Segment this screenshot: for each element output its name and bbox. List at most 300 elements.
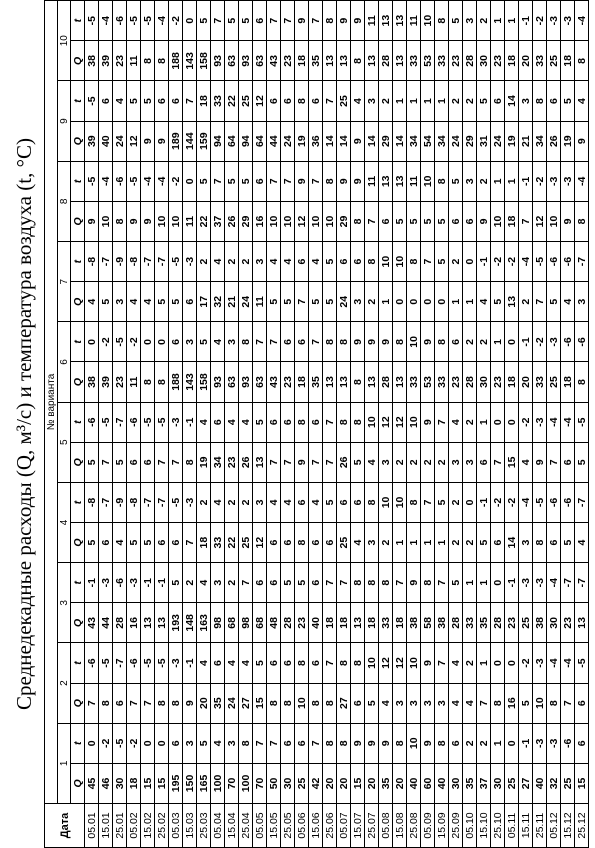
q-value-cell: 6 (463, 201, 477, 241)
t-value-cell: 9 (351, 723, 365, 763)
table-header (45, 1, 85, 848)
q-value-cell: 7 (141, 683, 155, 723)
q-value-cell: 6 (561, 442, 575, 482)
q-value-cell: 28 (113, 603, 127, 643)
q-value-cell: 29 (239, 201, 253, 241)
t-value-cell: 7 (323, 402, 337, 442)
t-value-cell: -4 (99, 1, 113, 41)
table-row (351, 1, 365, 848)
q-value-cell: 39 (99, 362, 113, 402)
q-value-cell: 3 (393, 683, 407, 723)
q-value-cell: 43 (267, 362, 281, 402)
date-cell: 05.07 (337, 804, 351, 848)
q-value-cell: 13 (351, 603, 365, 643)
date-cell: 25.09 (449, 804, 463, 848)
t-value-cell: 3 (183, 723, 197, 763)
t-column-label: t (71, 643, 85, 683)
t-value-cell: 9 (379, 723, 393, 763)
t-value-cell: -4 (547, 643, 561, 683)
q-value-cell: 33 (407, 362, 421, 402)
q-value-cell: 6 (309, 523, 323, 563)
q-value-cell: 9 (85, 201, 99, 241)
q-value-cell: 13 (141, 603, 155, 643)
t-value-cell: 5 (253, 643, 267, 683)
t-value-cell: 0 (155, 723, 169, 763)
q-value-cell: 5 (113, 442, 127, 482)
q-value-cell: 0 (393, 282, 407, 322)
q-value-cell: 6 (379, 201, 393, 241)
t-value-cell: -5 (141, 402, 155, 442)
t-value-cell: 8 (365, 563, 379, 603)
t-value-cell: 6 (449, 322, 463, 362)
q-value-cell: 63 (253, 362, 267, 402)
q-value-cell: 100 (211, 763, 225, 803)
t-value-cell: 7 (253, 322, 267, 362)
q-value-cell: 93 (239, 362, 253, 402)
q-value-cell: 38 (85, 362, 99, 402)
q-value-cell: 35 (379, 763, 393, 803)
t-value-cell: 0 (183, 1, 197, 41)
q-value-cell: 6 (491, 523, 505, 563)
q-value-cell: 23 (281, 41, 295, 81)
t-value-cell: -2 (519, 643, 533, 683)
t-value-cell: -5 (85, 81, 99, 121)
t-value-cell: 6 (211, 643, 225, 683)
t-value-cell: 0 (505, 322, 519, 362)
t-value-cell: 9 (351, 322, 365, 362)
q-value-cell: 2 (463, 523, 477, 563)
t-value-cell: 6 (253, 563, 267, 603)
t-value-cell: 6 (351, 242, 365, 282)
table-row (197, 1, 211, 848)
q-value-cell: 35 (211, 683, 225, 723)
q-value-cell: 14 (323, 121, 337, 161)
q-value-cell: 7 (169, 442, 183, 482)
t-value-cell: -5 (169, 482, 183, 522)
t-value-cell: 5 (225, 1, 239, 41)
q-value-cell: 25 (505, 763, 519, 803)
t-value-cell: 6 (295, 723, 309, 763)
t-column-label: t (71, 161, 85, 201)
date-cell: 25.11 (533, 804, 547, 848)
t-value-cell: -6 (85, 402, 99, 442)
q-value-cell: 24 (113, 121, 127, 161)
t-value-cell: -5 (113, 322, 127, 362)
t-value-cell: 2 (197, 242, 211, 282)
q-value-cell: 23 (225, 442, 239, 482)
q-value-cell: 10 (547, 201, 561, 241)
t-value-cell: 11 (407, 161, 421, 201)
q-value-cell: 23 (449, 362, 463, 402)
t-value-cell: 7 (421, 242, 435, 282)
t-value-cell: 6 (267, 563, 281, 603)
q-value-cell: 23 (295, 603, 309, 643)
q-value-cell: 7 (533, 282, 547, 322)
date-cell: 15.04 (225, 804, 239, 848)
t-value-cell: -4 (155, 161, 169, 201)
t-value-cell: 6 (267, 402, 281, 442)
t-value-cell: 22 (225, 81, 239, 121)
q-value-cell: 10 (169, 201, 183, 241)
q-value-cell: 33 (435, 362, 449, 402)
q-value-cell: 18 (323, 603, 337, 643)
q-value-cell: 4 (351, 523, 365, 563)
q-value-cell: 34 (211, 442, 225, 482)
q-value-cell: 5 (323, 282, 337, 322)
q-value-cell: 68 (225, 603, 239, 643)
t-value-cell: 11 (365, 161, 379, 201)
q-value-cell: 34 (407, 121, 421, 161)
date-cell: 25.01 (113, 804, 127, 848)
t-value-cell: 5 (449, 161, 463, 201)
t-value-cell: 6 (295, 242, 309, 282)
table-row (323, 1, 337, 848)
q-value-cell: 8 (575, 201, 589, 241)
date-cell: 25.04 (239, 804, 253, 848)
t-value-cell: 3 (463, 161, 477, 201)
q-value-cell: 23 (449, 41, 463, 81)
q-value-cell: 28 (379, 41, 393, 81)
q-value-cell: 25 (561, 763, 575, 803)
date-cell: 05.05 (253, 804, 267, 848)
variant-number: 1 (58, 723, 71, 803)
t-value-cell: -2 (169, 161, 183, 201)
t-value-cell: -5 (575, 643, 589, 683)
t-value-cell: 7 (267, 322, 281, 362)
q-value-cell: 12 (127, 121, 141, 161)
q-value-cell: 9 (351, 121, 365, 161)
t-value-cell: 8 (435, 161, 449, 201)
q-value-cell: 1 (407, 523, 421, 563)
table-body (85, 1, 589, 848)
q-value-cell: 24 (449, 121, 463, 161)
t-value-cell: 1 (407, 81, 421, 121)
q-value-cell: 29 (379, 121, 393, 161)
date-cell: 15.03 (183, 804, 197, 848)
q-value-cell: 94 (239, 121, 253, 161)
q-value-cell: 6 (267, 523, 281, 563)
t-value-cell: 10 (407, 723, 421, 763)
t-value-cell: 1 (435, 81, 449, 121)
variant-number: 10 (58, 1, 71, 81)
t-value-cell: 5 (449, 1, 463, 41)
q-value-cell: 1 (463, 282, 477, 322)
t-value-cell: 0 (505, 643, 519, 683)
q-value-cell: 30 (449, 763, 463, 803)
q-value-cell: 58 (421, 603, 435, 643)
t-value-cell: 6 (309, 563, 323, 603)
t-value-cell: 5 (253, 402, 267, 442)
q-value-cell: 5 (407, 201, 421, 241)
t-value-cell: 6 (253, 1, 267, 41)
t-value-cell: 1 (393, 81, 407, 121)
q-value-cell: 18 (393, 603, 407, 643)
t-value-cell: -3 (183, 482, 197, 522)
t-value-cell: -6 (113, 1, 127, 41)
q-value-cell: 48 (267, 603, 281, 643)
t-value-cell: 4 (239, 402, 253, 442)
t-value-cell: 4 (239, 643, 253, 683)
q-value-cell: 20 (365, 763, 379, 803)
t-value-cell: 8 (407, 242, 421, 282)
t-value-cell: -3 (547, 161, 561, 201)
q-column-label: Q (71, 362, 85, 402)
t-value-cell: -3 (519, 563, 533, 603)
t-value-cell: 9 (421, 402, 435, 442)
t-value-cell: -4 (99, 161, 113, 201)
t-value-cell: -2 (99, 322, 113, 362)
q-value-cell: 18 (505, 362, 519, 402)
date-cell: 05.09 (421, 804, 435, 848)
t-value-cell: 9 (351, 161, 365, 201)
t-value-cell: 12 (379, 402, 393, 442)
t-value-cell: 0 (85, 723, 99, 763)
t-value-cell: 4 (211, 723, 225, 763)
t-value-cell: 1 (463, 563, 477, 603)
t-value-cell: 6 (309, 402, 323, 442)
q-value-cell: 26 (225, 201, 239, 241)
q-column-label: Q (71, 442, 85, 482)
t-value-cell: -8 (127, 242, 141, 282)
q-value-cell: 3 (351, 282, 365, 322)
t-value-cell: -8 (85, 242, 99, 282)
q-value-cell: 21 (519, 121, 533, 161)
q-value-cell: 2 (407, 442, 421, 482)
q-value-cell: 18 (505, 41, 519, 81)
q-value-cell: 16 (505, 683, 519, 723)
t-value-cell: 2 (477, 322, 491, 362)
t-value-cell: 0 (491, 402, 505, 442)
t-value-cell: 1 (491, 161, 505, 201)
t-value-cell: -7 (113, 643, 127, 683)
q-value-cell: 188 (169, 41, 183, 81)
date-cell: 05.01 (85, 804, 99, 848)
t-value-cell: -6 (575, 322, 589, 362)
q-value-cell: 18 (561, 362, 575, 402)
q-value-cell: 3 (519, 523, 533, 563)
q-value-cell: 8 (547, 683, 561, 723)
q-value-cell: 43 (267, 41, 281, 81)
t-value-cell: -4 (519, 242, 533, 282)
t-value-cell: 4 (113, 81, 127, 121)
t-value-cell: -2 (505, 242, 519, 282)
table-row (477, 1, 491, 848)
table-row (365, 1, 379, 848)
q-value-cell: 13 (505, 282, 519, 322)
t-value-cell: -7 (561, 563, 575, 603)
q-value-cell: 8 (141, 41, 155, 81)
q-value-cell: 6 (547, 523, 561, 563)
q-value-cell: 29 (463, 121, 477, 161)
t-value-cell: 2 (449, 81, 463, 121)
t-value-cell: 7 (211, 1, 225, 41)
t-column-label: t (71, 242, 85, 282)
q-value-cell: 11 (127, 362, 141, 402)
t-value-cell: 7 (421, 482, 435, 522)
q-value-cell: 9 (183, 683, 197, 723)
q-value-cell: 23 (281, 362, 295, 402)
q-value-cell: 100 (239, 763, 253, 803)
t-value-cell: 7 (309, 723, 323, 763)
t-value-cell: -1 (85, 563, 99, 603)
t-value-cell: 6 (253, 161, 267, 201)
q-value-cell: 7 (309, 442, 323, 482)
t-value-cell: -4 (141, 161, 155, 201)
t-value-cell: 6 (281, 723, 295, 763)
table-row (421, 1, 435, 848)
q-value-cell: 15 (505, 442, 519, 482)
q-value-cell: 6 (183, 282, 197, 322)
q-value-cell: 8 (141, 362, 155, 402)
table-row (519, 1, 533, 848)
q-value-cell: 6 (127, 442, 141, 482)
t-value-cell: -3 (533, 563, 547, 603)
t-value-cell: -3 (127, 563, 141, 603)
q-value-cell: 5 (491, 282, 505, 322)
t-value-cell: 13 (379, 161, 393, 201)
t-value-cell: 7 (211, 161, 225, 201)
q-value-cell: 7 (519, 201, 533, 241)
t-value-cell: 5 (141, 81, 155, 121)
q-value-cell: 7 (295, 282, 309, 322)
t-value-cell: 8 (295, 643, 309, 683)
t-value-cell: 6 (309, 643, 323, 683)
t-value-cell: -5 (169, 242, 183, 282)
q-value-cell: 54 (421, 121, 435, 161)
q-value-cell: 34 (533, 121, 547, 161)
q-value-cell: 12 (295, 201, 309, 241)
q-value-cell: 23 (113, 362, 127, 402)
q-value-cell: 10 (323, 201, 337, 241)
q-value-cell: 6 (477, 442, 491, 482)
q-value-cell: 5 (309, 282, 323, 322)
q-value-cell: 7 (99, 442, 113, 482)
q-value-cell: 1 (379, 282, 393, 322)
t-value-cell: 2 (463, 723, 477, 763)
variant-number: 9 (58, 81, 71, 161)
q-value-cell: 16 (253, 201, 267, 241)
t-value-cell: 13 (393, 1, 407, 41)
q-value-cell: 15 (155, 763, 169, 803)
t-value-cell: -5 (127, 161, 141, 201)
q-value-cell: 15 (253, 683, 267, 723)
t-value-cell: 25 (239, 81, 253, 121)
q-value-cell: 18 (561, 41, 575, 81)
t-value-cell: -5 (141, 1, 155, 41)
q-value-cell: 8 (575, 41, 589, 81)
q-value-cell: 6 (99, 523, 113, 563)
table-row (295, 1, 309, 848)
t-value-cell: 2 (477, 1, 491, 41)
q-value-cell: 7 (323, 442, 337, 482)
q-value-cell: 23 (505, 603, 519, 643)
t-value-cell: 10 (379, 242, 393, 282)
t-value-cell: 2 (463, 322, 477, 362)
q-column-label: Q (71, 201, 85, 241)
q-value-cell: 7 (477, 683, 491, 723)
q-value-cell: 22 (197, 201, 211, 241)
q-value-cell: 33 (407, 41, 421, 81)
t-value-cell: 4 (281, 482, 295, 522)
t-value-cell: 1 (505, 1, 519, 41)
q-value-cell: 28 (463, 41, 477, 81)
q-value-cell: 24 (491, 121, 505, 161)
q-value-cell: 22 (225, 523, 239, 563)
t-value-cell: 7 (435, 643, 449, 683)
q-value-cell: 45 (85, 763, 99, 803)
q-value-cell: 4 (575, 523, 589, 563)
t-value-cell: 5 (127, 81, 141, 121)
q-value-cell: 64 (225, 121, 239, 161)
q-value-cell: 1 (421, 523, 435, 563)
q-value-cell: 17 (197, 282, 211, 322)
q-value-cell: 144 (183, 121, 197, 161)
t-value-cell: 18 (197, 81, 211, 121)
q-value-cell: 9 (295, 442, 309, 482)
t-value-cell: 1 (505, 161, 519, 201)
date-cell: 15.11 (519, 804, 533, 848)
q-value-cell: 63 (253, 41, 267, 81)
q-value-cell: 8 (155, 41, 169, 81)
t-value-cell: 0 (463, 482, 477, 522)
t-value-cell: -2 (491, 482, 505, 522)
q-value-cell: 31 (477, 121, 491, 161)
q-value-cell: 30 (281, 763, 295, 803)
q-value-cell: 93 (211, 41, 225, 81)
q-value-cell: 30 (477, 41, 491, 81)
table-row (99, 1, 113, 848)
q-value-cell: 4 (463, 683, 477, 723)
date-cell: 15.09 (435, 804, 449, 848)
q-value-cell: 14 (393, 121, 407, 161)
q-value-cell: 19 (295, 121, 309, 161)
t-value-cell: 3 (365, 81, 379, 121)
t-value-cell: 6 (337, 482, 351, 522)
q-value-cell: 2 (393, 442, 407, 482)
variants-header: № варианта (45, 1, 58, 804)
t-value-cell: -7 (141, 482, 155, 522)
t-value-cell: 0 (85, 322, 99, 362)
table-row (253, 1, 267, 848)
t-value-cell: 3 (183, 322, 197, 362)
q-value-cell: 26 (337, 442, 351, 482)
q-value-cell: 23 (113, 41, 127, 81)
t-value-cell: -4 (547, 402, 561, 442)
q-value-cell: 2 (449, 523, 463, 563)
q-value-cell: 35 (463, 763, 477, 803)
table-row (85, 1, 99, 848)
q-value-cell: 25 (295, 763, 309, 803)
t-value-cell: 8 (435, 1, 449, 41)
q-value-cell: 158 (197, 41, 211, 81)
q-value-cell: 24 (281, 121, 295, 161)
t-value-cell: 8 (407, 482, 421, 522)
q-value-cell: 30 (547, 603, 561, 643)
t-value-cell: 1 (477, 563, 491, 603)
q-value-cell: 20 (519, 41, 533, 81)
q-value-cell: 8 (351, 201, 365, 241)
t-value-cell: 0 (141, 322, 155, 362)
t-column-label: t (71, 322, 85, 362)
t-value-cell: 4 (309, 242, 323, 282)
t-value-cell: 0 (183, 161, 197, 201)
t-value-cell: 8 (365, 242, 379, 282)
q-value-cell: 21 (225, 282, 239, 322)
t-value-cell: -3 (99, 563, 113, 603)
t-value-cell: -1 (519, 723, 533, 763)
date-cell: 25.06 (323, 804, 337, 848)
q-value-cell: 7 (183, 523, 197, 563)
